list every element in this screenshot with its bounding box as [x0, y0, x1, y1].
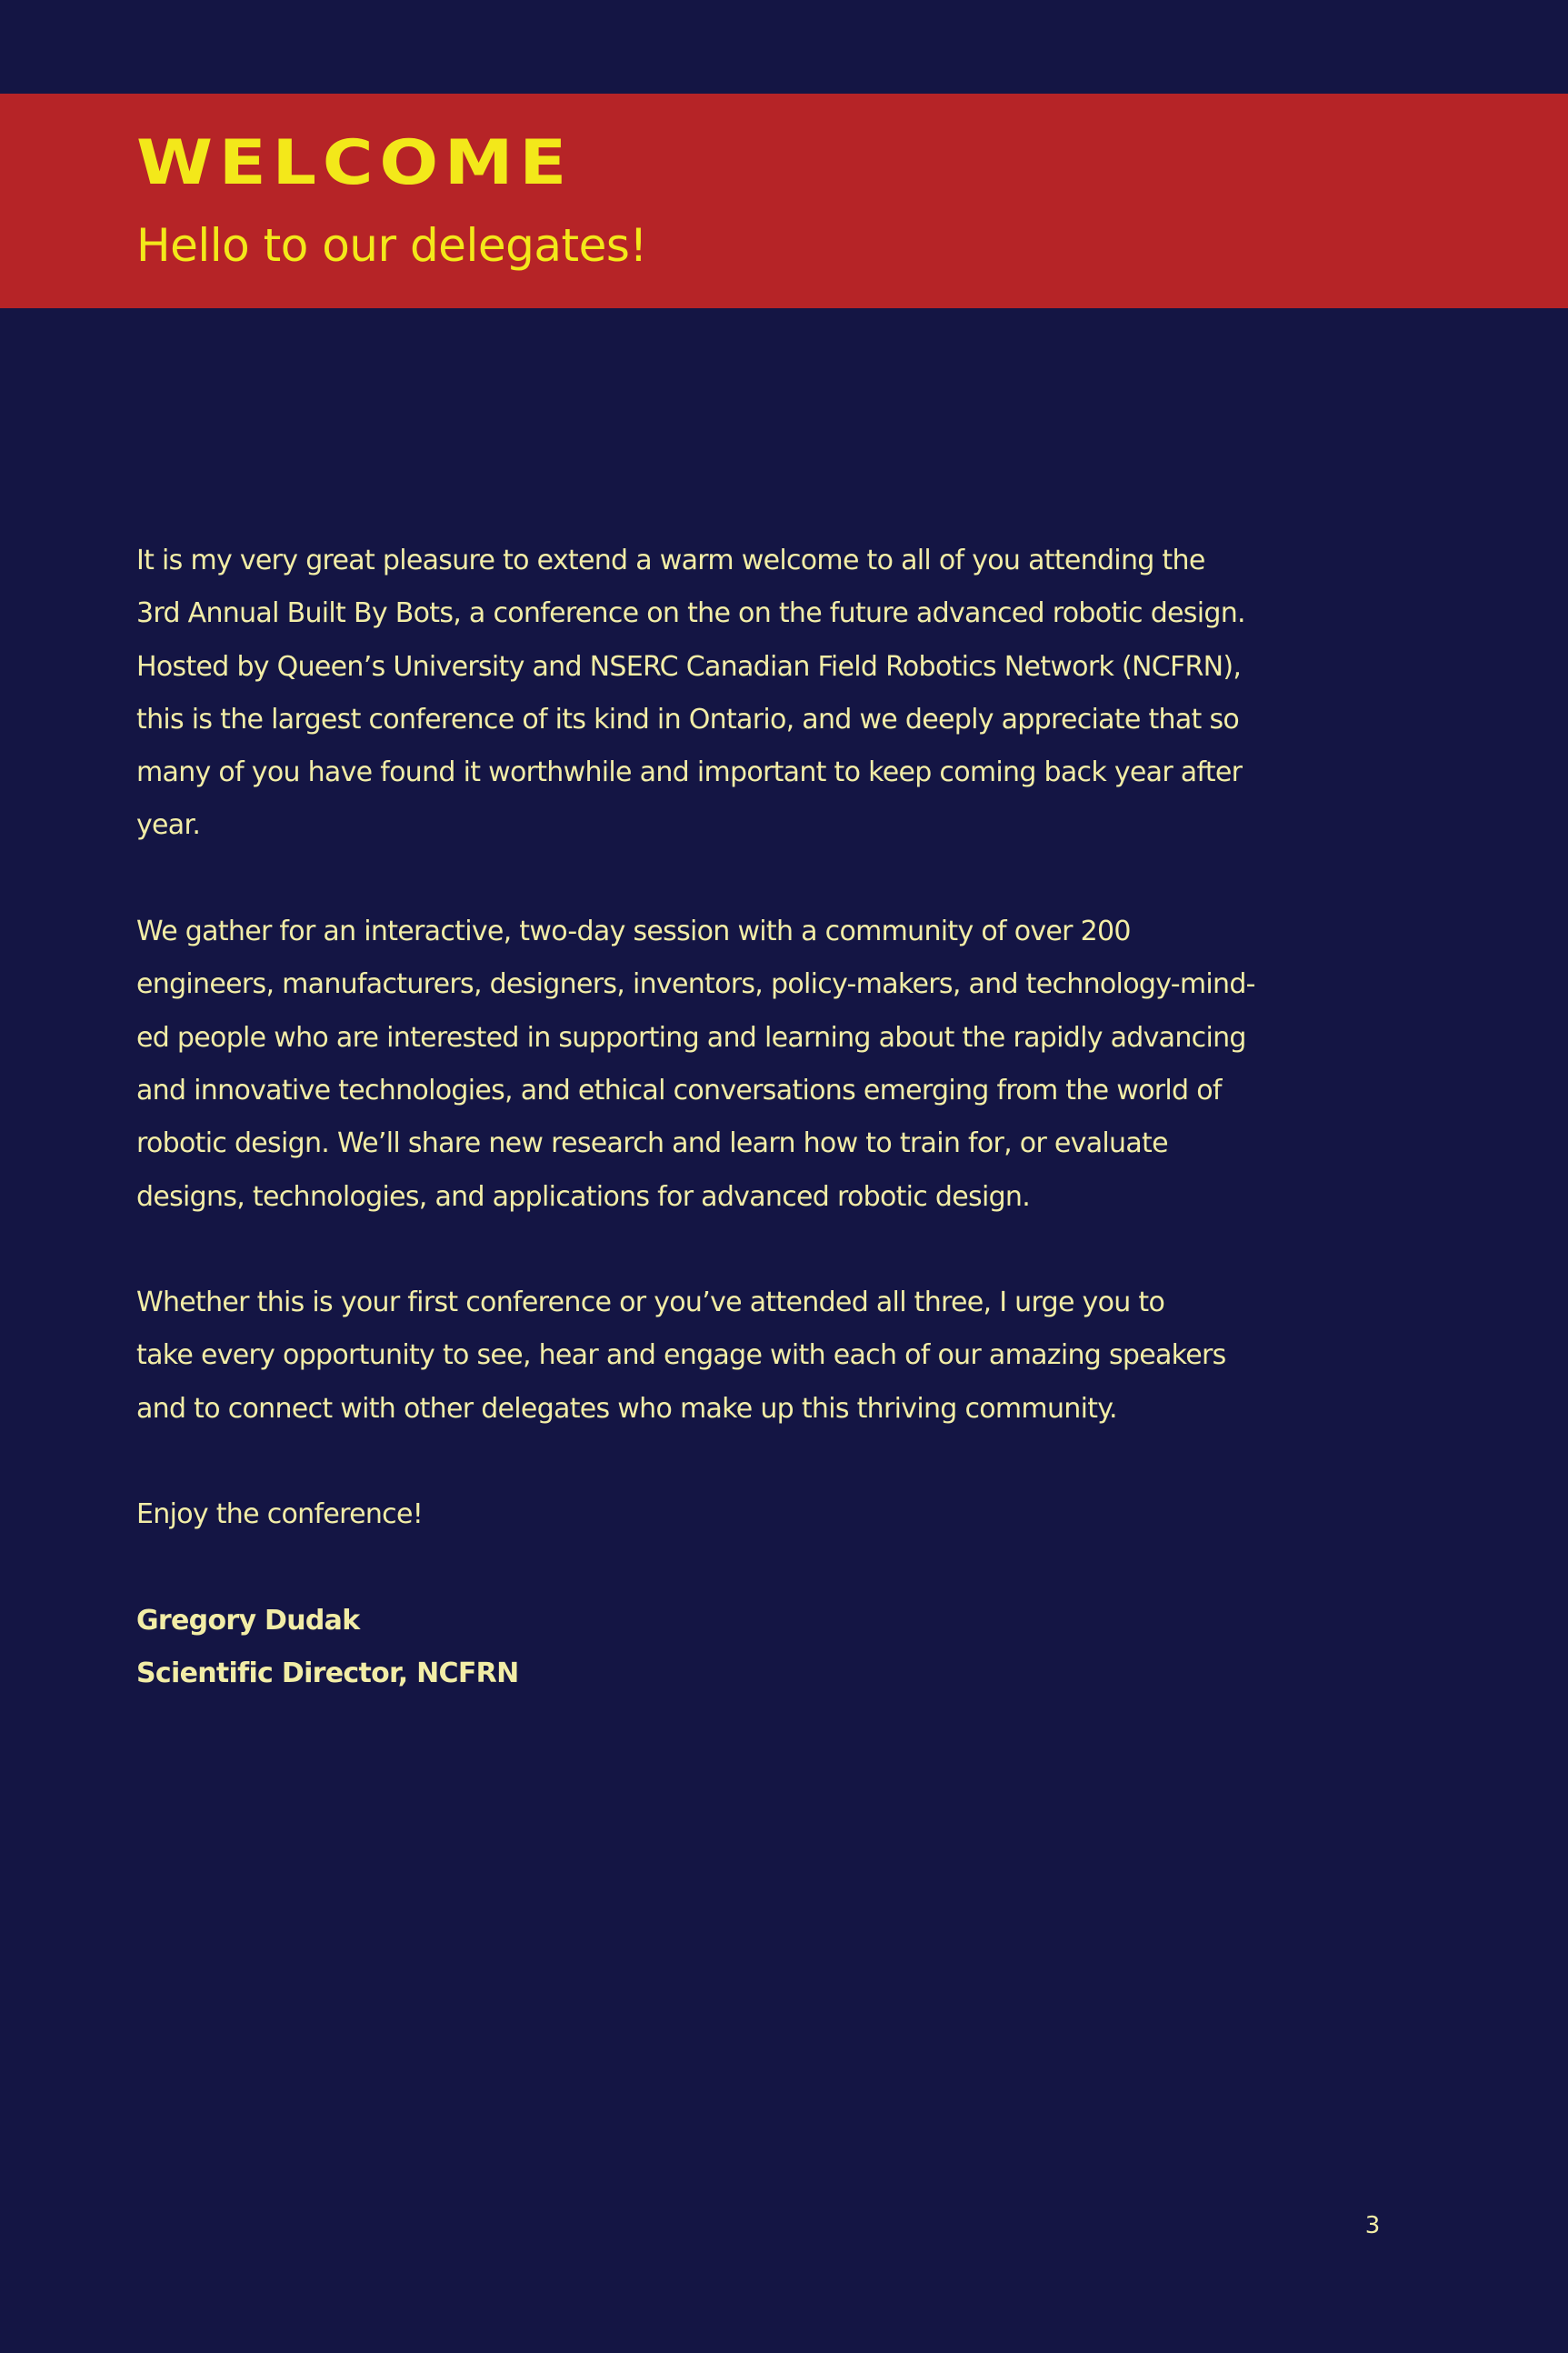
- signature-block: [136, 1595, 1263, 1701]
- letter-paragraph-2: We gather for an interactive, two-day session with a community of over 200 engineers, manufacturers, designers, inventors, policy-makers, and technology-mind- ed people who are interested in supporting and learning about the rapidly advancing and innovative technologies, and ethical conversations emerging from the world of robotic design. We’ll share new research and learn how to train for, or evaluate designs, technologies, and applications for advanced robotic design.: [136, 916, 1255, 1213]
- welcome-letter: [136, 535, 1263, 1701]
- letter-paragraph-3: Whether this is your first conference or you’ve attended all three, I urge you to take every opportunity to see, hear and engage with each of our amazing speakers and to connect with other delegates who make up this thriving community.: [136, 1287, 1226, 1425]
- letter-closing: Enjoy the conference!: [136, 1498, 424, 1531]
- signature-title: Scientific Director, NCFRN: [136, 1657, 519, 1690]
- page-title: WELCOME: [136, 127, 574, 199]
- header-banner: [0, 94, 1568, 308]
- signature-name: Gregory Dudak: [136, 1604, 360, 1637]
- page-number: 3: [1364, 2212, 1381, 2239]
- letter-paragraph-1: It is my very great pleasure to extend a warm welcome to all of you attending the 3rd Annual Built By Bots, a conference on the on the future advanced robotic design. Hosted by Queen’s University and NSERC Canadian Field Robotics Network (NCFRN), this is the largest conference of its kind in Ontario, and we deeply appreciate that so many of you have found it worthwhile and important to keep coming back year after year.: [136, 545, 1245, 842]
- page-subtitle: Hello to our delegates!: [136, 219, 647, 272]
